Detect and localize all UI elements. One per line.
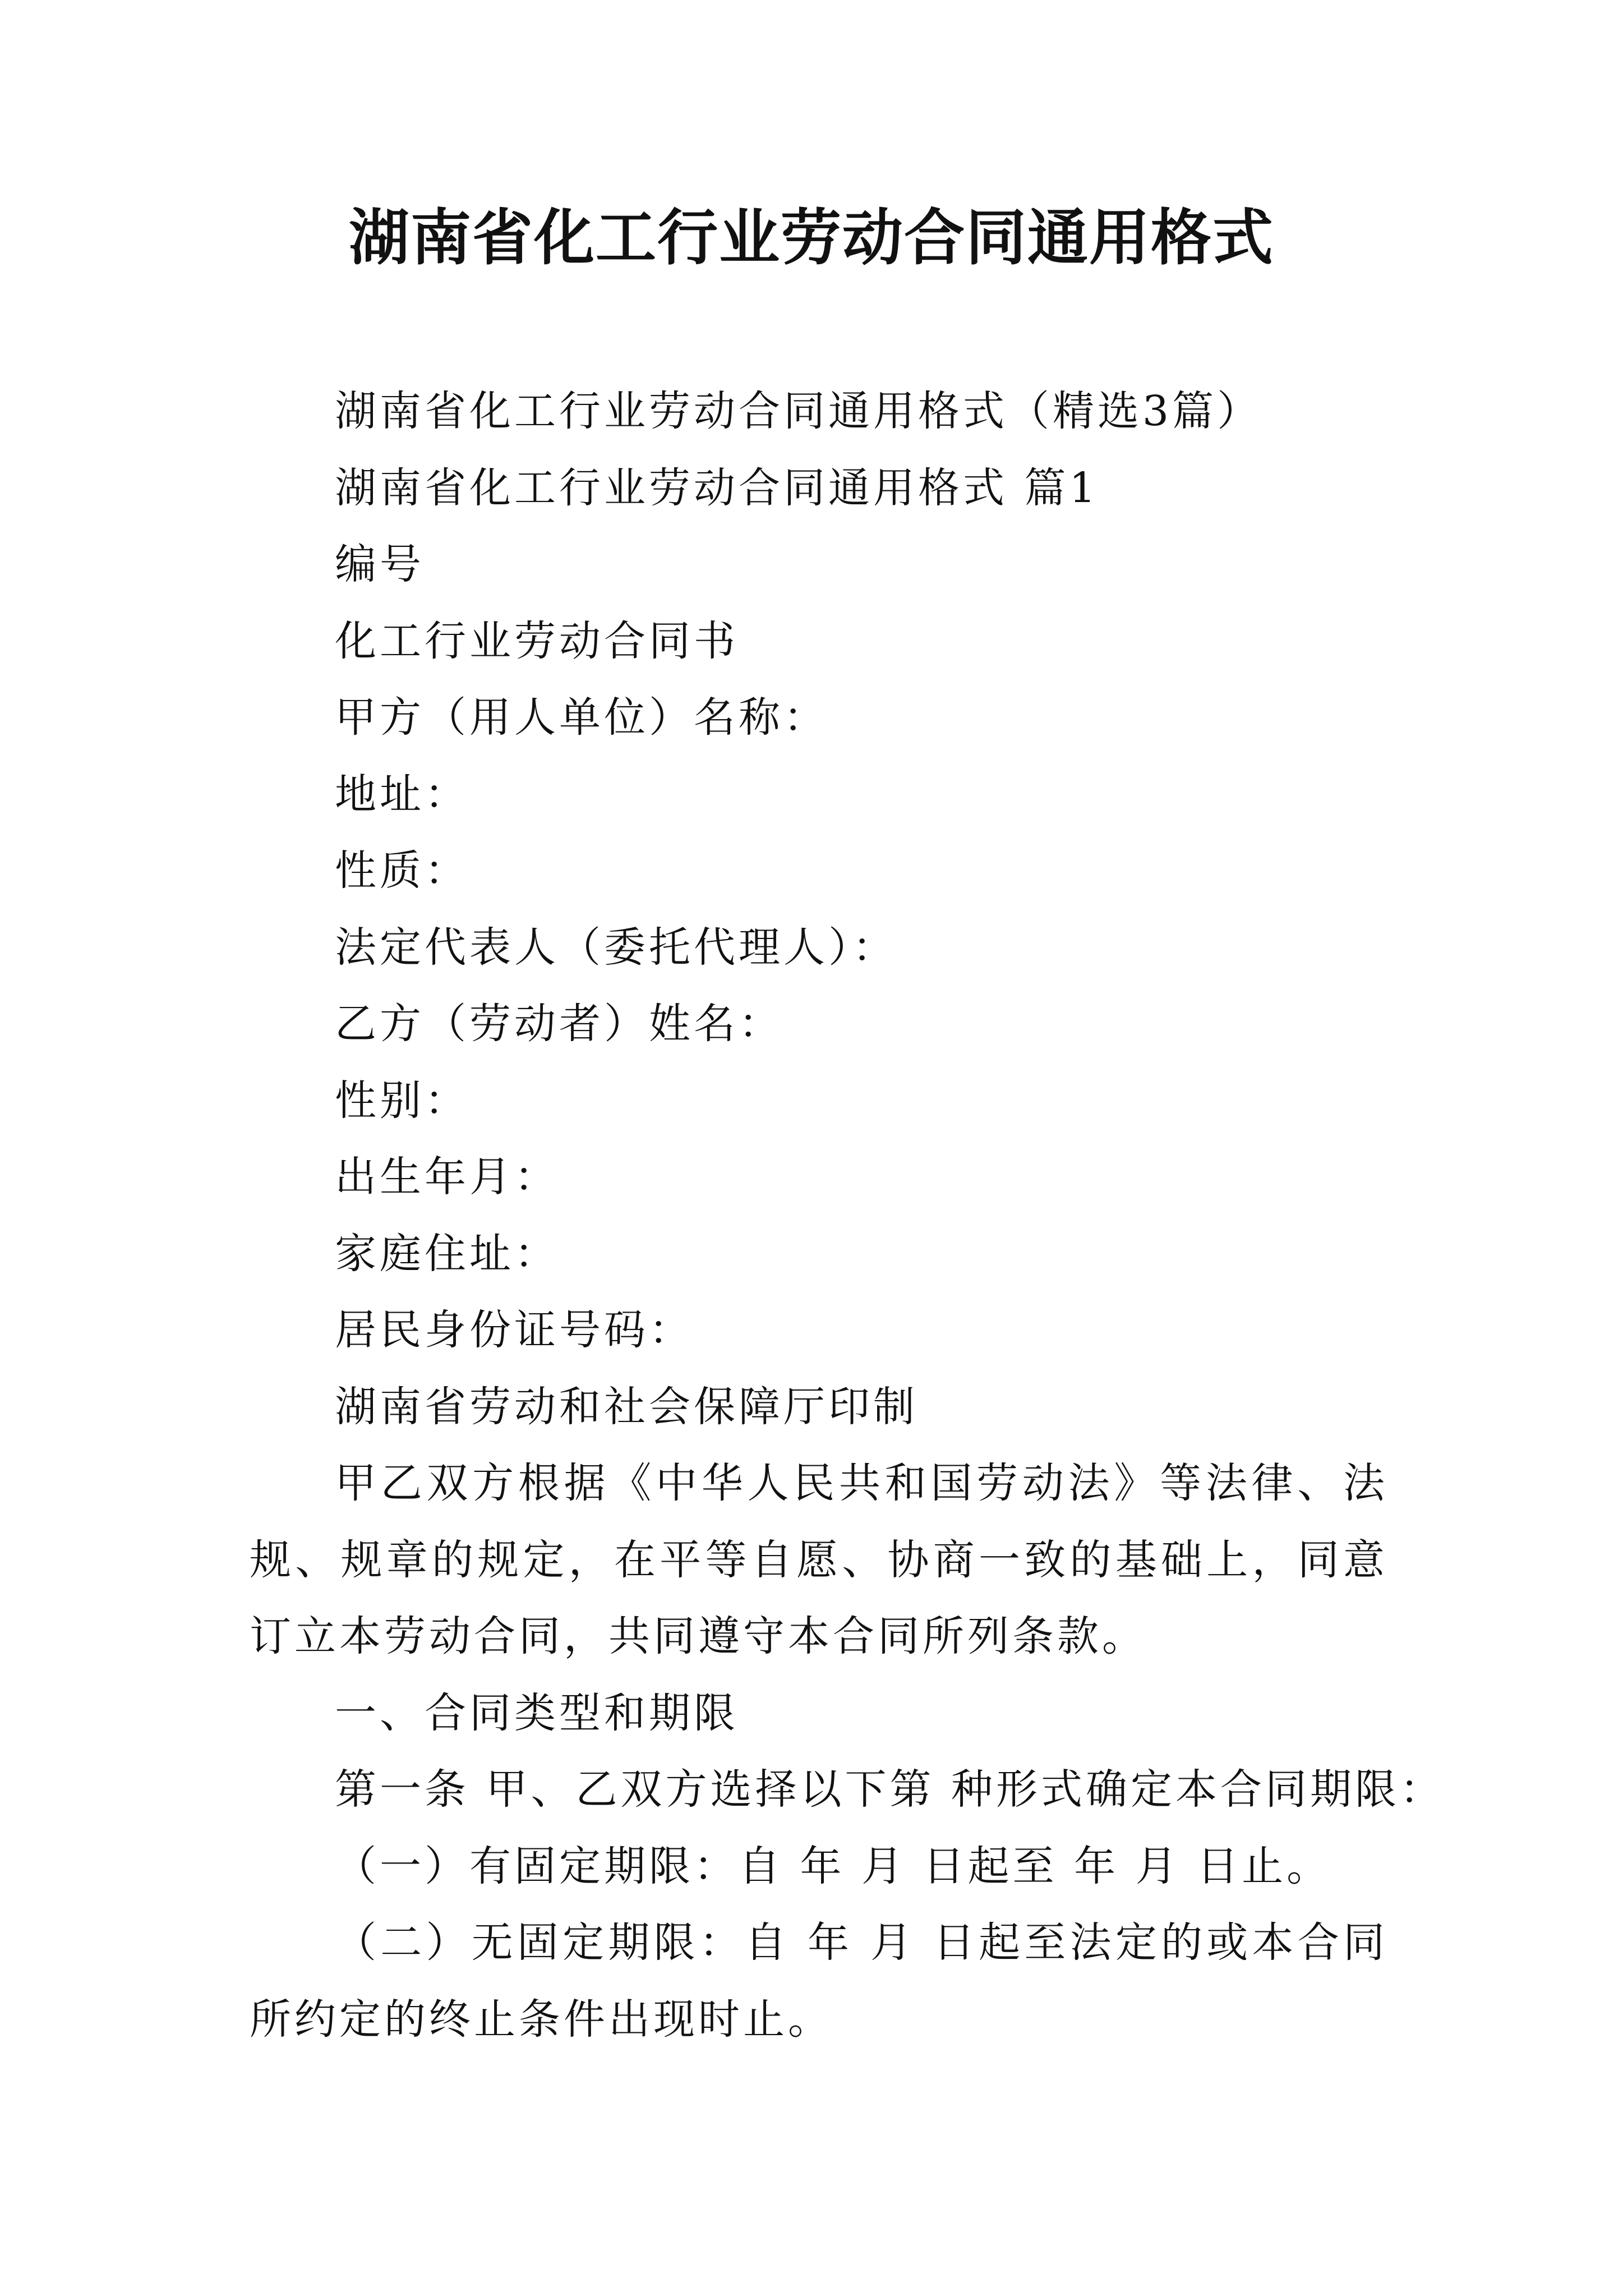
paragraph-preamble: 甲乙双方根据《中华人民共和国劳动法》等法律、法规、规章的规定，在平等自愿、协商一致的基础上，同意订立本劳动合同，共同遵守本合同所列条款。 (250, 1459, 1388, 1660)
document-title: 湖南省化工行业劳动合同通用格式 (348, 203, 1274, 273)
field-id-number: 居民身份证号码： (335, 1306, 694, 1354)
paragraph-article-1: 第一条 甲、乙双方选择以下第 种形式确定本合同期限： (335, 1765, 1445, 1814)
field-party-a-name: 甲方（用人单位）名称： (335, 693, 828, 742)
document-body (250, 373, 1445, 2058)
paragraph-open-term: （二）无固定期限：自 年 月 日起至法定的或本合同所约定的终止条件出现时止。 (250, 1918, 1388, 2044)
paragraph-contract-name: 化工行业劳动合同书 (335, 616, 739, 665)
paragraph-number-label: 编号 (335, 540, 425, 588)
paragraph-fixed-term: （一）有固定期限：自 年 月 日起至 年 月 日止。 (335, 1842, 1332, 1890)
field-nature: 性质： (335, 846, 469, 895)
paragraph-heading-contract-type: 一、合同类型和期限 (335, 1688, 739, 1737)
field-address: 地址： (335, 770, 469, 818)
field-birth-date: 出生年月： (335, 1153, 559, 1201)
paragraph-printer: 湖南省劳动和社会保障厅印制 (335, 1382, 918, 1431)
field-legal-representative: 法定代表人（委托代理人）： (335, 923, 897, 972)
paragraph-section-heading: 湖南省化工行业劳动合同通用格式 篇1 (335, 463, 1099, 512)
field-home-address: 家庭住址： (335, 1229, 559, 1278)
field-party-b-name: 乙方（劳动者）姓名： (335, 1000, 783, 1048)
paragraph-subtitle: 湖南省化工行业劳动合同通用格式（精选3篇） (335, 387, 1262, 435)
field-gender: 性别： (335, 1076, 469, 1125)
